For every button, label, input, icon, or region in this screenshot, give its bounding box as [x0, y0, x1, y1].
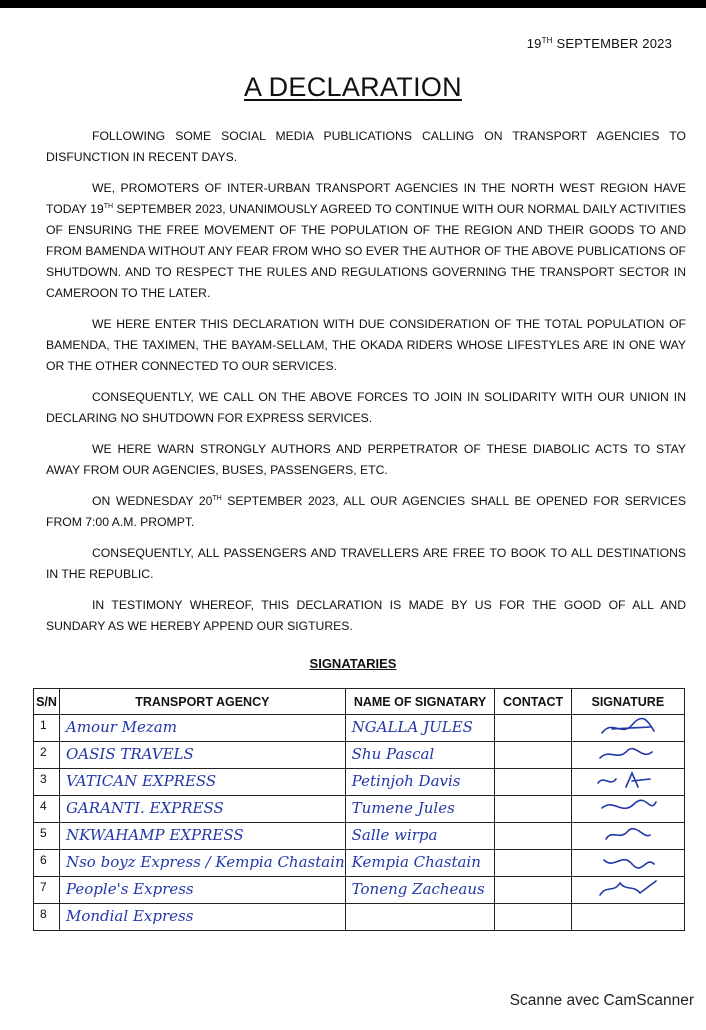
- signatory-name-cell: NGALLA JULES: [345, 715, 495, 742]
- table-row: [34, 823, 685, 850]
- signature-cell: [571, 823, 684, 850]
- paragraph-5: WE HERE WARN STRONGLY AUTHORS AND PERPETRATOR OF THESE DIABOLIC ACTS TO STAY AWAY FROM OUR AGENCIES, BUSES, PASSENGERS, ETC.: [46, 442, 686, 477]
- sn-cell: 6: [34, 850, 60, 877]
- paragraph-2: WE, PROMOTERS OF INTER-URBAN TRANSPORT AGENCIES IN THE NORTH WEST REGION HAVE TODAY 19TH SEPTEMBER 2023, UNANIMOUSLY AGREED TO CONTINUE WITH OUR NORMAL DAILY ACTIVITIES OF ENSURING THE FREE MOVEMENT OF THE POPULATION OF THE REGION AND THEIR GOODS TO AND FROM BAMENDA WITHOUT ANY FEAR FROM WHO SO EVER THE AUTHOR OF THE ABOVE PUBLICATIONS OF SHUTDOWN. AND TO RESPECT THE RULES AND REGULATIONS GOVERNING THE TRANSPORT SECTOR IN CAMEROON TO THE LATER.: [46, 181, 686, 300]
- agency-cell: Nso boyz Express / Kempia Chastain: [59, 850, 345, 877]
- paragraph-4: CONSEQUENTLY, WE CALL ON THE ABOVE FORCES TO JOIN IN SOLIDARITY WITH OUR UNION IN DECLARING NO SHUTDOWN FOR EXPRESS SERVICES.: [46, 390, 686, 425]
- contact-cell: [495, 823, 571, 850]
- sn-cell: 5: [34, 823, 60, 850]
- signatory-name-cell: Shu Pascal: [345, 742, 495, 769]
- signatory-name-cell: Kempia Chastain: [345, 850, 495, 877]
- header-sn: S/N: [34, 689, 60, 715]
- signature-cell: [571, 769, 684, 796]
- agency-cell: Mondial Express: [59, 904, 345, 931]
- sn-cell: 8: [34, 904, 60, 931]
- handwritten-signature: [572, 823, 682, 847]
- paragraph-6: ON WEDNESDAY 20TH SEPTEMBER 2023, ALL OUR AGENCIES SHALL BE OPENED FOR SERVICES FROM 7:00 A.M. PROMPT.: [46, 494, 686, 529]
- agency-cell: OASIS TRAVELS: [59, 742, 345, 769]
- signature-cell: [571, 742, 684, 769]
- paragraph-8: IN TESTIMONY WHEREOF, THIS DECLARATION IS MADE BY US FOR THE GOOD OF ALL AND SUNDARY AS WE HEREBY APPEND OUR SIGTURES.: [46, 598, 686, 633]
- header-contact: CONTACT: [495, 689, 571, 715]
- table-row: [34, 715, 685, 742]
- contact-cell: [495, 796, 571, 823]
- contact-cell: [495, 850, 571, 877]
- sn-cell: 7: [34, 877, 60, 904]
- handwritten-signature: [572, 769, 682, 793]
- paragraph-1: FOLLOWING SOME SOCIAL MEDIA PUBLICATIONS CALLING ON TRANSPORT AGENCIES TO DISFUNCTION IN RECENT DAYS.: [46, 129, 686, 164]
- scan-top-edge: [0, 0, 706, 8]
- handwritten-signature: [572, 742, 682, 766]
- signatories-heading: SIGNATARIES: [309, 656, 397, 671]
- handwritten-signature: [572, 877, 682, 901]
- header-agency: TRANSPORT AGENCY: [59, 689, 345, 715]
- signature-cell: [571, 877, 684, 904]
- signatory-name-cell: Toneng Zacheaus: [345, 877, 495, 904]
- signature-cell: [571, 796, 684, 823]
- sn-cell: 2: [34, 742, 60, 769]
- agency-cell: NKWAHAMP EXPRESS: [59, 823, 345, 850]
- table-row: [34, 877, 685, 904]
- signatory-name-cell: Salle wirpa: [345, 823, 495, 850]
- camscanner-watermark: Scanne avec CamScanner: [509, 992, 694, 1009]
- contact-cell: [495, 715, 571, 742]
- header-signature: SIGNATURE: [571, 689, 684, 715]
- paragraph-7: CONSEQUENTLY, ALL PASSENGERS AND TRAVELLERS ARE FREE TO BOOK TO ALL DESTINATIONS IN THE REPUBLIC.: [46, 546, 686, 581]
- table-row: [34, 904, 685, 931]
- signature-cell: [571, 850, 684, 877]
- paragraph-3: WE HERE ENTER THIS DECLARATION WITH DUE CONSIDERATION OF THE TOTAL POPULATION OF BAMENDA, THE TAXIMEN, THE BAYAM-SELLAM, THE OKADA RIDERS WHOSE LIFESTYLES ARE IN ONE WAY OR THE OTHER CONNECTED TO OUR SERVICES.: [46, 317, 686, 373]
- table-row: [34, 796, 685, 823]
- signatory-name-cell: Tumene Jules: [345, 796, 495, 823]
- agency-cell: Amour Mezam: [59, 715, 345, 742]
- header-name: NAME OF SIGNATARY: [345, 689, 495, 715]
- contact-cell: [495, 877, 571, 904]
- declaration-body: [46, 126, 686, 647]
- signatory-name-cell: Petinjoh Davis: [345, 769, 495, 796]
- signature-cell: [571, 904, 684, 931]
- table-row: [34, 850, 685, 877]
- sn-cell: 4: [34, 796, 60, 823]
- agency-cell: VATICAN EXPRESS: [59, 769, 345, 796]
- document-date: 19TH SEPTEMBER 2023: [526, 36, 672, 51]
- signatories-table: [33, 688, 685, 931]
- signature-cell: [571, 715, 684, 742]
- signatory-name-cell: [345, 904, 495, 931]
- sn-cell: 3: [34, 769, 60, 796]
- handwritten-signature: [572, 850, 682, 874]
- table-row: [34, 769, 685, 796]
- document-title: A DECLARATION: [244, 72, 462, 102]
- handwritten-signature: [572, 715, 682, 739]
- table-header-row: [34, 689, 685, 715]
- agency-cell: People's Express: [59, 877, 345, 904]
- contact-cell: [495, 904, 571, 931]
- handwritten-signature: [572, 796, 682, 820]
- sn-cell: 1: [34, 715, 60, 742]
- contact-cell: [495, 769, 571, 796]
- agency-cell: GARANTI. EXPRESS: [59, 796, 345, 823]
- contact-cell: [495, 742, 571, 769]
- table-row: [34, 742, 685, 769]
